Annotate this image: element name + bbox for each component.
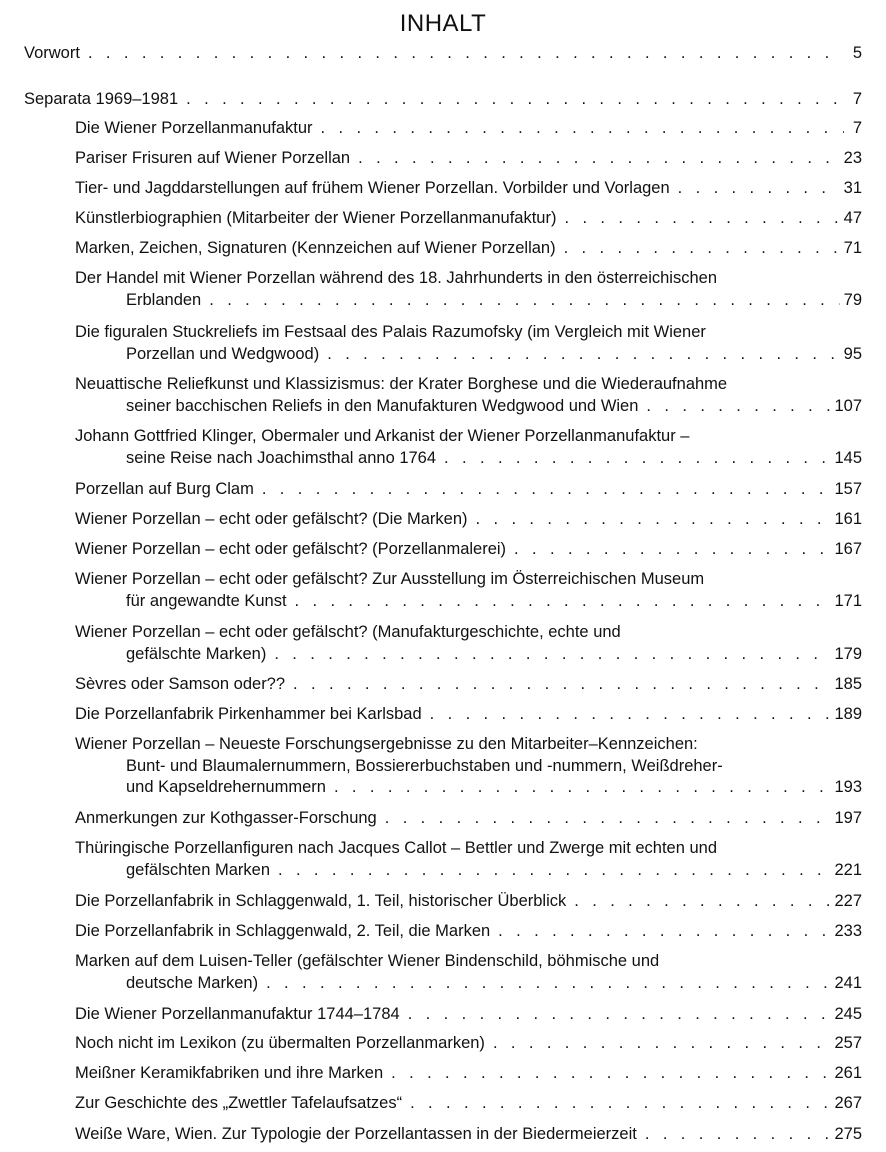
page-number: 167 <box>834 540 862 558</box>
dot-leader <box>410 1093 830 1115</box>
toc-entry-title: Die Wiener Porzellanmanufaktur <box>75 119 313 137</box>
toc-entry <box>75 891 862 913</box>
toc-entry-title: Wiener Porzellan – echt oder gefälscht? (Porzellanmalerei) <box>75 540 507 558</box>
page-number: 71 <box>843 239 862 257</box>
toc-entry-line <box>75 396 862 418</box>
dot-leader <box>88 43 844 65</box>
toc-entry <box>75 426 862 469</box>
toc-entry <box>75 479 862 501</box>
dot-leader <box>646 396 830 418</box>
toc-entry <box>75 509 862 531</box>
dot-leader <box>385 808 831 830</box>
toc-entry-title: Die Wiener Porzellanmanufaktur 1744–1784 <box>75 1005 400 1023</box>
toc-entry-title: Meißner Keramikfabriken und ihre Marken <box>75 1064 384 1082</box>
toc-entry-line <box>75 1063 862 1085</box>
toc-entry-title: Anmerkungen zur Kothgasser-Forschung <box>75 809 377 827</box>
toc-entry-title: seine Reise nach Joachimsthal anno 1764 <box>126 448 437 467</box>
toc-entry-title-line: Die figuralen Stuckreliefs im Festsaal des Palais Razumofsky (im Vergleich mit Wiener <box>75 323 706 341</box>
toc-entry-line <box>75 118 862 140</box>
dot-leader <box>444 448 830 470</box>
toc-entry-title: Porzellan und Wedgwood) <box>126 344 320 363</box>
toc-entry-line <box>75 208 862 230</box>
toc-entry-line <box>75 1004 862 1026</box>
toc-entry <box>75 148 862 170</box>
dot-leader <box>574 891 830 913</box>
dot-leader <box>358 148 840 170</box>
toc-entry-line <box>75 808 862 830</box>
page-number: 221 <box>834 860 862 879</box>
toc-entry-title-line: Johann Gottfried Klinger, Obermaler und Arkanist der Wiener Porzellanmanufaktur – <box>75 427 690 445</box>
toc-entry <box>75 118 862 140</box>
page-number: 23 <box>843 149 862 167</box>
toc-entry <box>75 674 862 696</box>
toc-entry-line <box>75 777 862 799</box>
toc-entry-line <box>75 539 862 561</box>
dot-leader <box>295 591 831 613</box>
toc-entry <box>75 569 862 612</box>
toc-entry-title: Die Porzellanfabrik in Schlaggenwald, 2. Teil, die Marken <box>75 922 491 940</box>
toc-entry-title: gefälschten Marken <box>126 860 270 879</box>
toc-entry-title: Vorwort <box>24 44 80 62</box>
page-number: 171 <box>834 591 862 610</box>
toc-entry-line <box>75 860 862 882</box>
dot-leader <box>645 1124 831 1146</box>
page-number: 267 <box>834 1094 862 1112</box>
dot-leader <box>408 1004 831 1026</box>
page-number: 79 <box>843 290 862 309</box>
toc-entry-title-line: Bunt- und Blaumalernummern, Bossiererbuchstaben und -nummern, Weißdreher- <box>126 756 723 775</box>
page-number: 189 <box>834 705 862 723</box>
toc-entry-line <box>75 238 862 260</box>
toc-entry-title: Weiße Ware, Wien. Zur Typologie der Porzellantassen in der Biedermeierzeit <box>75 1125 637 1143</box>
toc-entry-title: Sèvres oder Samson oder?? <box>75 675 286 693</box>
toc-entry-title-line: Marken auf dem Luisen-Teller (gefälschter Wiener Bindenschild, böhmische und <box>75 952 660 970</box>
toc-entry-line <box>75 1124 862 1146</box>
toc-entry <box>75 951 862 994</box>
toc-entry-line <box>75 644 862 666</box>
dot-leader <box>430 704 831 726</box>
toc-entry <box>75 178 862 200</box>
toc-entry <box>75 374 862 417</box>
dot-leader <box>476 509 831 531</box>
toc-entry <box>75 208 862 230</box>
toc-entry-title-line: Wiener Porzellan – echt oder gefälscht? Zur Ausstellung im Österreichischen Museum <box>75 570 705 588</box>
toc-entry-line <box>75 591 862 613</box>
toc-entry <box>75 322 862 365</box>
dot-leader <box>321 118 844 140</box>
toc-entry <box>75 1093 862 1115</box>
toc-entry-line <box>75 509 862 531</box>
toc-entry-line <box>75 448 862 470</box>
toc-entry-title-line: Der Handel mit Wiener Porzellan während des 18. Jahrhunderts in den österreichischen <box>75 269 718 287</box>
toc-entry-title: Zur Geschichte des „Zwettler Tafelaufsatzes“ <box>75 1094 403 1112</box>
toc-entry-title: Marken, Zeichen, Signaturen (Kennzeichen auf Wiener Porzellan) <box>75 239 556 257</box>
toc-entry-line <box>75 891 862 913</box>
dot-leader <box>293 674 830 696</box>
dot-leader <box>186 89 844 111</box>
toc-entry-title: Die Porzellanfabrik in Schlaggenwald, 1. Teil, historischer Überblick <box>75 892 567 910</box>
toc-entry <box>75 704 862 726</box>
toc-entry-title: Künstlerbiographien (Mitarbeiter der Wiener Porzellanmanufaktur) <box>75 209 557 227</box>
toc-entry <box>75 734 862 799</box>
page-number: 233 <box>834 922 862 940</box>
toc-entry-title: deutsche Marken) <box>126 973 259 992</box>
toc-entry-title-line: Wiener Porzellan – Neueste Forschungsergebnisse zu den Mitarbeiter–Kennzeichen: <box>75 735 698 753</box>
toc-entry <box>75 1124 862 1146</box>
dot-leader <box>274 644 830 666</box>
page-number: 5 <box>852 44 862 62</box>
toc-entry <box>75 1033 862 1055</box>
toc-entry-title-line: Neuattische Reliefkunst und Klassizismus: der Krater Borghese und die Wiederaufnahme <box>75 375 728 393</box>
page-number: 245 <box>834 1005 862 1023</box>
dot-leader <box>678 178 840 200</box>
toc-entry-line <box>24 89 862 111</box>
page-number: 197 <box>834 809 862 827</box>
page-number: 227 <box>834 892 862 910</box>
dot-leader <box>327 344 839 366</box>
toc-entry-line <box>75 704 862 726</box>
toc-entry-title-line: Thüringische Porzellanfiguren nach Jacques Callot – Bettler und Zwerge mit echten und <box>75 839 718 857</box>
page-number: 95 <box>843 344 862 363</box>
toc-entry-title: gefälschte Marken) <box>126 644 267 663</box>
page-number: 47 <box>843 209 862 227</box>
toc-entry-line <box>75 178 862 200</box>
toc-entry <box>75 622 862 665</box>
toc-entry-title: für angewandte Kunst <box>126 591 287 610</box>
toc-entry <box>75 1063 862 1085</box>
toc-entry-line <box>75 674 862 696</box>
toc-entry <box>75 539 862 561</box>
page-number: 193 <box>834 778 862 796</box>
toc-entry-title: Tier- und Jagddarstellungen auf frühem Wiener Porzellan. Vorbilder und Vorlagen <box>75 179 670 197</box>
page-number: 161 <box>834 510 862 528</box>
page-number: 275 <box>834 1125 862 1143</box>
page-number: 241 <box>834 973 862 992</box>
dot-leader <box>391 1063 830 1085</box>
toc-entry-title: Die Porzellanfabrik Pirkenhammer bei Karlsbad <box>75 705 422 723</box>
toc-entry <box>75 921 862 943</box>
dot-leader <box>209 290 839 312</box>
toc-entry <box>75 268 862 311</box>
page-title: INHALT <box>399 10 487 37</box>
dot-leader <box>493 1033 831 1055</box>
dot-leader <box>498 921 830 943</box>
toc-entry-line <box>75 290 862 312</box>
toc-entry-line <box>75 148 862 170</box>
page-number: 31 <box>843 179 862 197</box>
toc-entry <box>24 89 862 111</box>
toc-entry-line <box>75 1093 862 1115</box>
page-number: 179 <box>834 644 862 663</box>
page-number: 7 <box>852 90 862 108</box>
page-number: 185 <box>834 675 862 693</box>
page-number: 145 <box>834 448 862 467</box>
toc-entry <box>75 808 862 830</box>
dot-leader <box>262 479 831 501</box>
toc-entry-line <box>75 1033 862 1055</box>
toc-entry-line <box>75 921 862 943</box>
dot-leader <box>564 208 839 230</box>
toc-entry-title: und Kapseldrehernummern <box>126 778 326 796</box>
page-number: 257 <box>834 1034 862 1052</box>
page-number: 261 <box>834 1064 862 1082</box>
page-number: 157 <box>834 480 862 498</box>
toc-entry-title: Noch nicht im Lexikon (zu übermalten Porzellanmarken) <box>75 1034 485 1052</box>
toc-entry <box>24 43 862 65</box>
page-number: 107 <box>834 396 862 415</box>
dot-leader <box>564 238 840 260</box>
toc-entry-title-line: Wiener Porzellan – echt oder gefälscht? (Manufakturgeschichte, echte und <box>75 623 621 641</box>
toc-entry-title: Erblanden <box>126 290 202 309</box>
toc-entry <box>75 238 862 260</box>
dot-leader <box>334 777 831 799</box>
toc-entry-line <box>24 43 862 65</box>
toc-entry-title: Separata 1969–1981 <box>24 90 179 108</box>
dot-leader <box>514 539 830 561</box>
toc-entry-title: Pariser Frisuren auf Wiener Porzellan <box>75 149 351 167</box>
page-number: 7 <box>852 119 862 137</box>
dot-leader <box>266 973 830 995</box>
toc-entry-title: Porzellan auf Burg Clam <box>75 480 254 498</box>
toc-entry-line <box>75 973 862 995</box>
toc-entry-line <box>75 479 862 501</box>
toc-entry <box>75 838 862 881</box>
dot-leader <box>278 860 830 882</box>
toc-entry-title: seiner bacchischen Reliefs in den Manufakturen Wedgwood und Wien <box>126 396 639 415</box>
toc-entry-line <box>75 344 862 366</box>
toc-entry-title: Wiener Porzellan – echt oder gefälscht? (Die Marken) <box>75 510 468 528</box>
toc-entry <box>75 1004 862 1026</box>
